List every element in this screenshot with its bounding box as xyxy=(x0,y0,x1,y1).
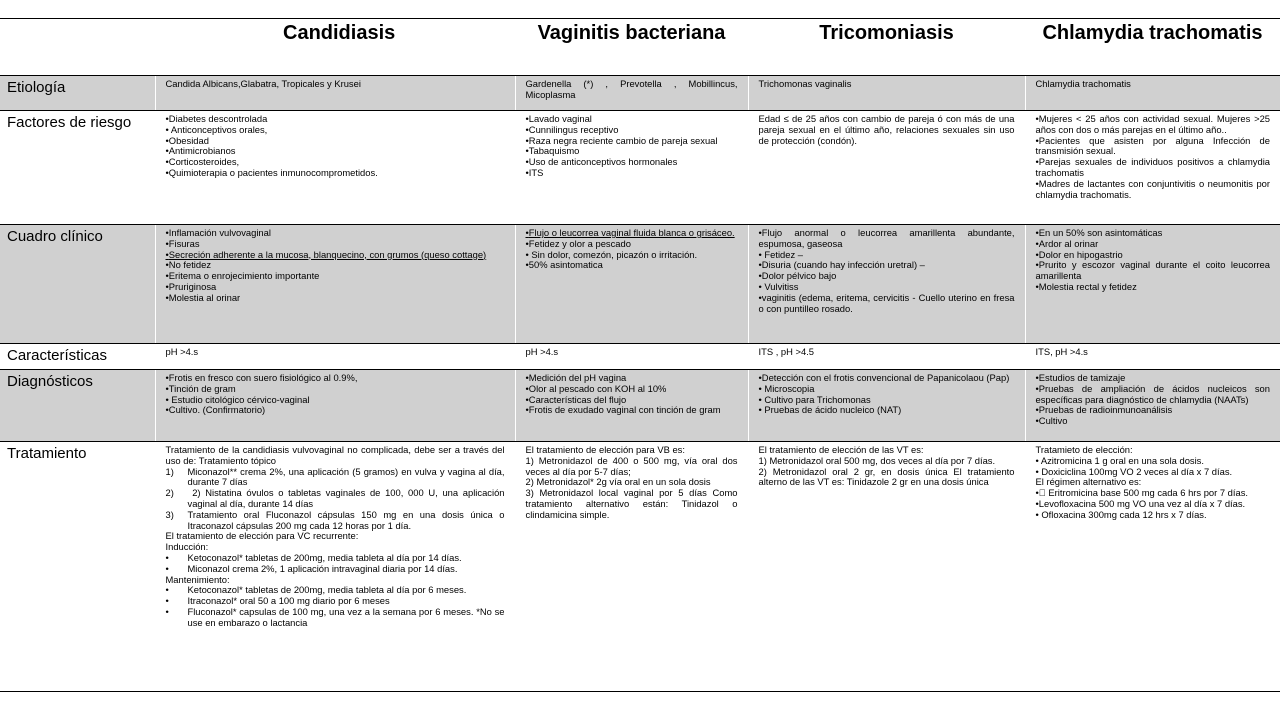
list-item: • Fetidez – xyxy=(759,250,1015,261)
list-item: • Pacientes que asisten por alguna Infección de transmisión sexual. xyxy=(1036,136,1271,158)
cell-chlamydia xyxy=(1025,225,1280,344)
recurrent-heading: El tratamiento de elección para VC recurrente: xyxy=(165,530,359,542)
list-item: • Cultivo. (Confirmatorio) xyxy=(166,405,505,416)
text-line: • Azitromicina 1 g oral en una sola dosis. xyxy=(1035,454,1204,466)
text-line: 2) Metronidazol oral 2 gr, en dosis única El tratamiento alterno de las VT es: Tinidazole 2 gr en una dosis única xyxy=(758,465,1015,488)
cell-tricomoniasis: Edad ≤ de 25 años con cambio de pareja ó con más de una pareja sexual en el último año, relaciones sexuales sin uso de protección (condón). xyxy=(748,111,1025,225)
cell-candidiasis xyxy=(155,370,515,442)
list-item: • Raza negra reciente cambio de pareja sexual xyxy=(526,136,738,147)
text-line: Tratamieto de elección: xyxy=(1035,444,1133,455)
cell-tricomoniasis: ITS , pH >4.5 xyxy=(748,344,1025,370)
list-item: • 50% asintomatica xyxy=(526,260,738,271)
list-item: • Cultivo para Trichomonas xyxy=(759,395,1015,406)
row-caracteristicas xyxy=(0,344,1280,370)
list-item: • Ketoconazol* tabletas de 200mg, media tableta al día por 6 meses. xyxy=(166,585,505,596)
cell-chlamydia: ITS, pH >4.s xyxy=(1025,344,1280,370)
list-item: • Fisuras xyxy=(166,239,505,250)
cell-chlamydia: Chlamydia trachomatis xyxy=(1025,76,1280,111)
item-text: 2) Nistatina óvulos o tabletas vaginales de 100, 000 U, una aplicación vaginal al día, durante 14 días xyxy=(187,487,505,509)
row-label: Etiología xyxy=(0,76,155,111)
list-item: • Diabetes descontrolada xyxy=(166,114,505,125)
list-item: • Tinción de gram xyxy=(166,384,505,395)
cell-candidiasis xyxy=(155,442,515,692)
text-line: •Levofloxacina 500 mg VO una vez al día x 7 días. xyxy=(1035,497,1246,509)
list-item: • Sin dolor, comezón, picazón o irritación. xyxy=(526,250,738,261)
list-item: • Estudio citológico cérvico-vaginal xyxy=(166,395,505,406)
maintenance-label: Mantenimiento: xyxy=(165,573,230,585)
list-item: • Cultivo xyxy=(1036,416,1271,427)
text-line: 1) Metronidazol oral 500 mg, dos veces al día por 7 días. xyxy=(758,454,996,466)
list-item: • Microscopia xyxy=(759,384,1015,395)
list-item: • Vulvitiss xyxy=(759,282,1015,293)
list-item: • Corticosteroides, xyxy=(166,157,505,168)
list-item: • En un 50% son asintomáticas xyxy=(1036,228,1271,239)
list-item: • No fetidez xyxy=(166,260,505,271)
row-label: Características xyxy=(0,344,155,370)
list-item: • Dolor en hipogastrio xyxy=(1036,250,1271,261)
list-item: • Pruebas de ampliación de ácidos nucleicos son específicas para diagnóstico de chlamydia (NAATs) xyxy=(1036,384,1271,406)
list-item: • Pruebas de ácido nucleico (NAT) xyxy=(759,405,1015,416)
row-label: Tratamiento xyxy=(0,442,155,692)
list-item: • Ardor al orinar xyxy=(1036,239,1271,250)
list-item: • Quimioterapia o pacientes inmunocomprometidos. xyxy=(166,168,505,179)
list-item: • Tabaquismo xyxy=(526,146,738,157)
text-line: El tratamiento de elección para VB es: xyxy=(525,444,685,455)
text-line: •⃞ Eritromicina base 500 mg cada 6 hrs por 7 días. xyxy=(1035,487,1248,499)
text-line: 2) Metronidazol* 2g vía oral en un sola dosis xyxy=(525,476,711,488)
cell-vaginitis: Gardenella (*) , Prevotella , Mobillincus, Micoplasma xyxy=(515,76,748,111)
cell-candidiasis: pH >4.s xyxy=(155,344,515,370)
list-item: • Miconazol crema 2%, 1 aplicación intravaginal diaria por 14 días. xyxy=(166,564,505,575)
list-item: • Detección con el frotis convencional de Papanicolaou (Pap) xyxy=(759,373,1015,384)
numbered-item xyxy=(166,488,505,510)
list-item: • Frotis de exudado vaginal con tinción de gram xyxy=(526,405,738,416)
list-item: • Parejas sexuales de individuos positivos a chlamydia trachomatis xyxy=(1036,157,1271,179)
text-line: El tratamiento de elección de las VT es: xyxy=(758,444,924,455)
row-label: Factores de riesgo xyxy=(0,111,155,225)
header-candidiasis: Candidiasis xyxy=(155,19,515,76)
numbered-item xyxy=(166,510,505,532)
text-line: 1) Metronidazol de 400 o 500 mg, vía oral dos veces al día por 5-7 días; xyxy=(525,454,738,477)
header-row xyxy=(0,19,1280,76)
list-item: • Lavado vaginal xyxy=(526,114,738,125)
item-number: 3) xyxy=(165,508,174,520)
cell-candidiasis xyxy=(155,111,515,225)
list-item: • Dolor pélvico bajo xyxy=(759,271,1015,282)
cell-vaginitis xyxy=(515,225,748,344)
header-empty xyxy=(0,19,155,76)
cell-tricomoniasis xyxy=(748,225,1025,344)
cell-tricomoniasis: Trichomonas vaginalis xyxy=(748,76,1025,111)
row-diagnosticos xyxy=(0,370,1280,442)
list-item: • Obesidad xyxy=(166,136,505,147)
list-item: • ITS xyxy=(526,168,738,179)
text-line: El régimen alternativo es: xyxy=(1035,476,1142,488)
header-vaginitis: Vaginitis bacteriana xyxy=(515,19,748,76)
row-factores xyxy=(0,111,1280,225)
cell-candidiasis xyxy=(155,225,515,344)
list-item: • Madres de lactantes con conjuntivitis o neumonitis por chlamydia trachomatis. xyxy=(1036,179,1271,201)
list-item: • Uso de anticonceptivos hormonales xyxy=(526,157,738,168)
list-item: • Molestia rectal y fetidez xyxy=(1036,282,1271,293)
cell-vaginitis xyxy=(515,370,748,442)
row-cuadro xyxy=(0,225,1280,344)
cell-candidiasis: Candida Albicans,Glabatra, Tropicales y Krusei xyxy=(155,76,515,111)
comparison-table xyxy=(0,18,1280,692)
row-etiologia xyxy=(0,76,1280,111)
text-line: 3) Metronidazol local vaginal por 5 días Como tratamiento alternativo están: Tinidazol o clindamicina simple. xyxy=(525,487,738,520)
cell-vaginitis: pH >4.s xyxy=(515,344,748,370)
item-text: Miconazol** crema 2%, una aplicación (5 gramos) en vulva y vagina al día, durante 7 días xyxy=(187,465,505,488)
treatment-intro: Tratamiento de la candidiasis vulvovaginal no complicada, debe ser a través del uso de: Tratamiento tópico xyxy=(165,444,505,466)
header-chlamydia: Chlamydia trachomatis xyxy=(1025,19,1280,76)
cell-chlamydia xyxy=(1025,111,1280,225)
list-item: • Fluconazol* capsulas de 100 mg, una vez a la semana por 6 meses. *No se use en embarazo o lactancia xyxy=(166,607,505,629)
item-number: 1) xyxy=(165,465,174,477)
list-item: • Estudios de tamizaje xyxy=(1036,373,1271,384)
cell-chlamydia xyxy=(1025,370,1280,442)
list-item: • vaginitis (edema, eritema, cervicitis - Cuello uterino en fresa o con puntilleo rosado. xyxy=(759,293,1015,315)
numbered-item xyxy=(166,467,505,489)
cell-vaginitis xyxy=(515,442,748,692)
row-tratamiento xyxy=(0,442,1280,692)
list-item: • Fetidez y olor a pescado xyxy=(526,239,738,250)
list-item: • Eritema o enrojecimiento importante xyxy=(166,271,505,282)
induction-label: Inducción: xyxy=(165,541,209,553)
list-item: • Pruebas de radioinmunoanálisis xyxy=(1036,405,1271,416)
cell-tricomoniasis xyxy=(748,370,1025,442)
list-item: • Cunnilingus receptivo xyxy=(526,125,738,136)
list-item: • Flujo o leucorrea vaginal fluida blanca o grisáceo. xyxy=(526,228,738,239)
list-item: • Disuria (cuando hay infección uretral) – xyxy=(759,260,1015,271)
list-item: • Frotis en fresco con suero fisiológico al 0.9%, xyxy=(166,373,505,384)
list-item: • Itraconazol* oral 50 a 100 mg diario por 6 meses xyxy=(166,596,505,607)
cell-chlamydia xyxy=(1025,442,1280,692)
text-line: • Doxiciclina 100mg VO 2 veces al día x 7 días. xyxy=(1035,465,1233,477)
row-label: Diagnósticos xyxy=(0,370,155,442)
list-item: • Mujeres < 25 años con actividad sexual. Mujeres >25 años con dos o más parejas en el último año.. xyxy=(1036,114,1271,136)
list-item: • Inflamación vulvovaginal xyxy=(166,228,505,239)
list-item: • Antimicrobianos xyxy=(166,146,505,157)
cell-vaginitis xyxy=(515,111,748,225)
list-item: • Olor al pescado con KOH al 10% xyxy=(526,384,738,395)
list-item: • Ketoconazol* tabletas de 200mg, media tableta al día por 14 días. xyxy=(166,553,505,564)
list-item: • Pruriginosa xyxy=(166,282,505,293)
list-item: • Medición del pH vagina xyxy=(526,373,738,384)
list-item: • Prurito y escozor vaginal durante el coito leucorrea amarillenta xyxy=(1036,260,1271,282)
list-item: • Secreción adherente a la mucosa, blanquecino, con grumos (queso cottage) xyxy=(166,250,505,261)
list-item: • Flujo anormal o leucorrea amarillenta abundante, espumosa, gaseosa xyxy=(759,228,1015,250)
list-item: • Molestia al orinar xyxy=(166,293,505,304)
row-label: Cuadro clínico xyxy=(0,225,155,344)
cell-tricomoniasis xyxy=(748,442,1025,692)
list-item: • Anticonceptivos orales, xyxy=(166,125,505,136)
text-line: • Ofloxacina 300mg cada 12 hrs x 7 días. xyxy=(1035,508,1207,520)
list-item: • Características del flujo xyxy=(526,395,738,406)
item-text: Tratamiento oral Fluconazol cápsulas 150 mg en una dosis única o Itraconazol cápsulas 200 mg cada 12 horas por 1 día. xyxy=(187,508,505,531)
header-tricomoniasis: Tricomoniasis xyxy=(748,19,1025,76)
item-number: 2) xyxy=(165,487,174,499)
